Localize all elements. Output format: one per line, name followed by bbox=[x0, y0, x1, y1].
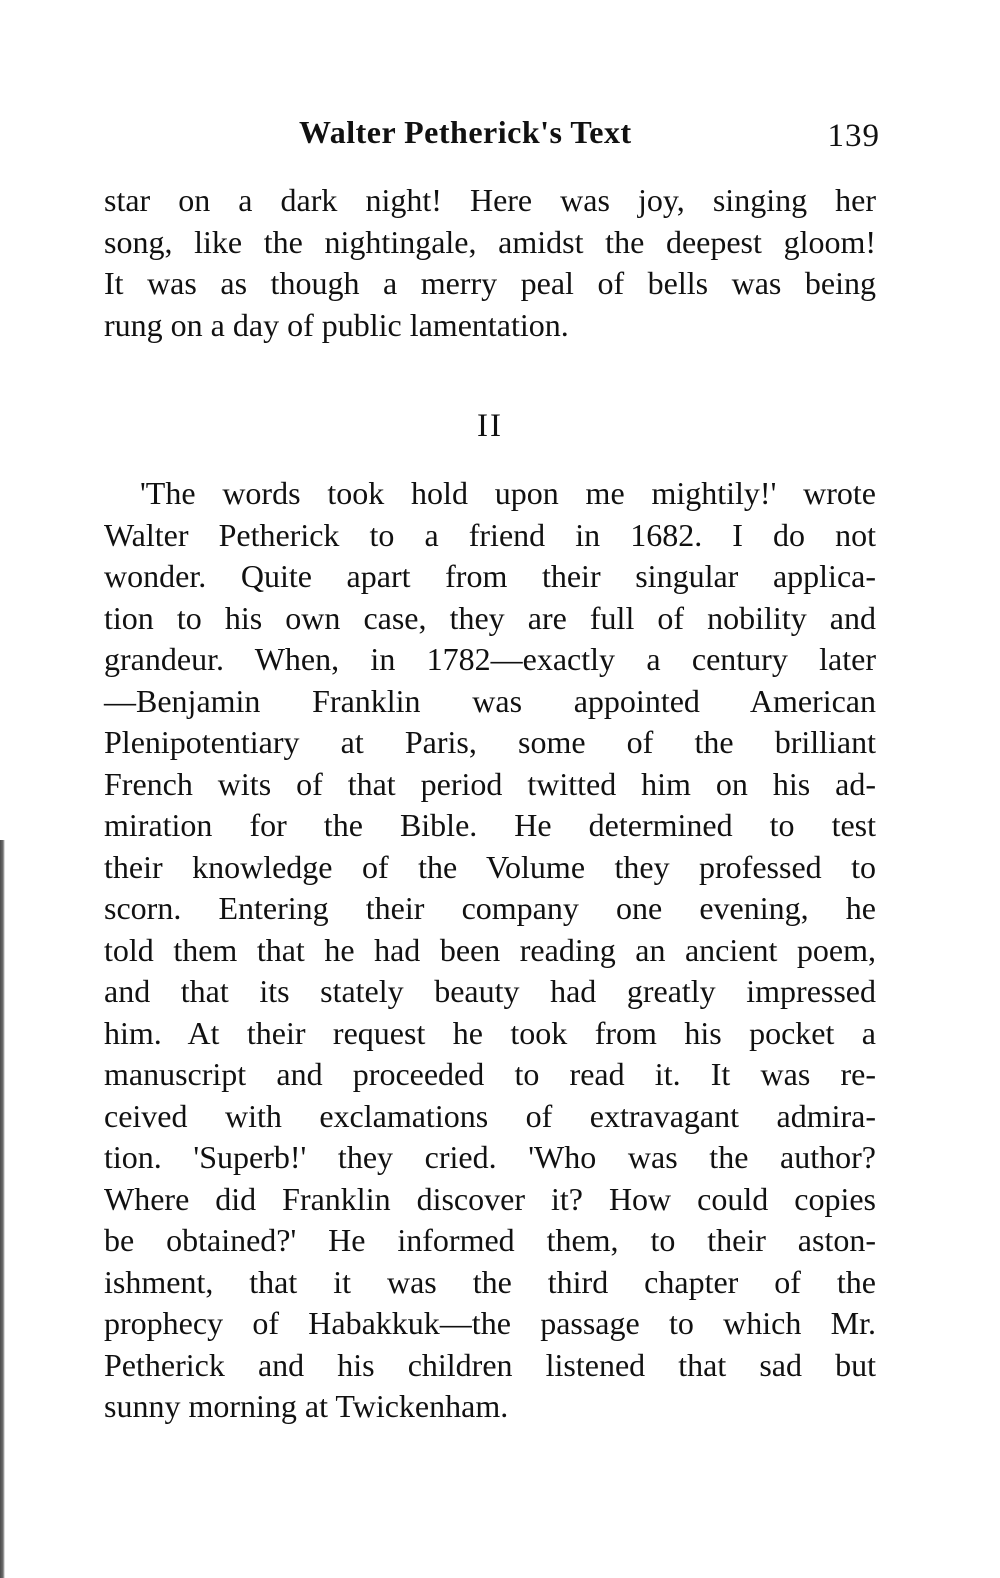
text-line: Where did Franklin discover it? How could copies bbox=[104, 1180, 876, 1217]
text-line: Petherick and his children listened that sad but bbox=[104, 1346, 876, 1383]
section-paragraph bbox=[104, 473, 876, 1428]
text-line: ceived with exclamations of extravagant admira- bbox=[104, 1097, 876, 1134]
page-spine-shadow bbox=[0, 840, 5, 1578]
text-line: grandeur. When, in 1782—exactly a century later bbox=[104, 641, 876, 677]
text-line: be obtained?' He informed them, to their aston- bbox=[104, 1222, 876, 1258]
text-line: tion to his own case, they are full of nobility and bbox=[104, 599, 876, 636]
section-heading: II bbox=[477, 408, 503, 444]
text-line: ishment, that it was the third chapter of the bbox=[104, 1263, 876, 1300]
page-number: 139 bbox=[827, 118, 880, 154]
text-line: 'The words took hold upon me mightily!' wrote bbox=[140, 475, 876, 511]
text-line: tion. 'Superb!' they cried. 'Who was the author? bbox=[104, 1139, 876, 1175]
text-line: It was as though a merry peal of bells was being bbox=[104, 265, 876, 301]
text-line: their knowledge of the Volume they professed to bbox=[104, 848, 876, 885]
text-line: miration for the Bible. He determined to test bbox=[104, 807, 876, 843]
text-line: prophecy of Habakkuk—the passage to which Mr. bbox=[104, 1305, 876, 1341]
running-header bbox=[104, 114, 880, 154]
text-line: him. At their request he took from his pocket a bbox=[104, 1014, 876, 1051]
text-line: Plenipotentiary at Paris, some of the brilliant bbox=[104, 724, 876, 760]
text-line: Walter Petherick to a friend in 1682. I do not bbox=[104, 516, 876, 553]
continuation-paragraph bbox=[104, 180, 876, 346]
text-line: French wits of that period twitted him on his ad- bbox=[104, 765, 876, 802]
text-line: and that its stately beauty had greatly impressed bbox=[104, 973, 876, 1009]
text-line: —Benjamin Franklin was appointed American bbox=[104, 682, 876, 719]
text-line: rung on a day of public lamentation. bbox=[104, 306, 569, 343]
text-line: star on a dark night! Here was joy, singing her bbox=[104, 182, 876, 218]
text-line: manuscript and proceeded to read it. It was re- bbox=[104, 1056, 876, 1092]
running-title: Walter Petherick's Text bbox=[299, 114, 632, 150]
text-line: wonder. Quite apart from their singular applica- bbox=[104, 558, 876, 594]
text-line: scorn. Entering their company one evening, he bbox=[104, 890, 876, 926]
text-line: told them that he had been reading an ancient poem, bbox=[104, 931, 876, 968]
text-line: song, like the nightingale, amidst the deepest gloom! bbox=[104, 223, 876, 260]
text-line: sunny morning at Twickenham. bbox=[104, 1388, 509, 1424]
